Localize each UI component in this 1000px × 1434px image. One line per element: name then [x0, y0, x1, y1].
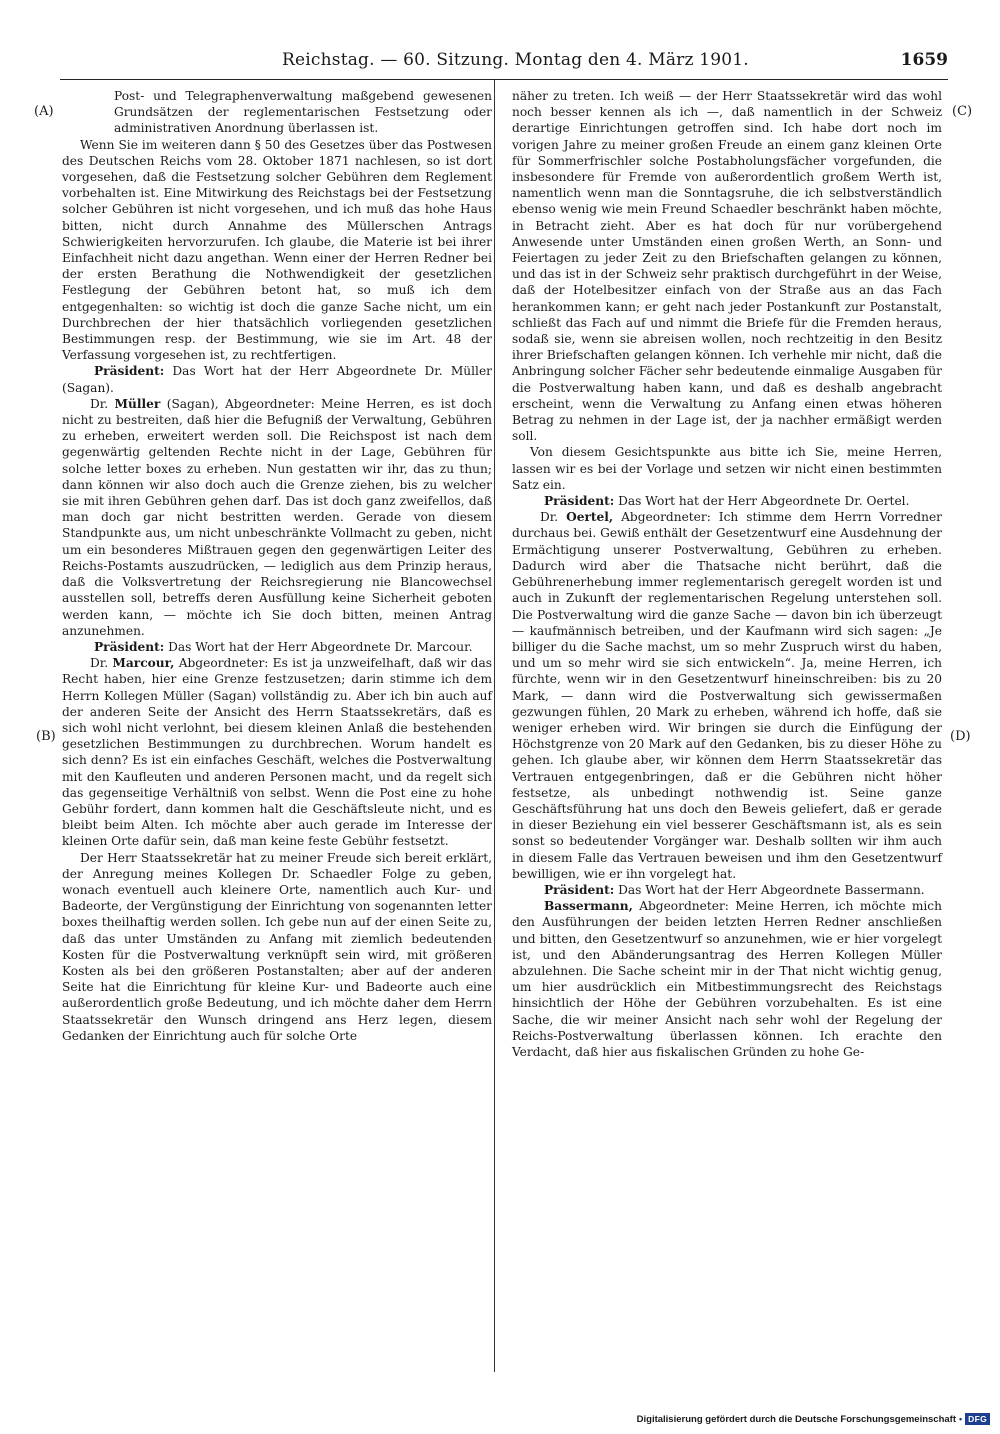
speech: [62, 396, 492, 639]
paragraph: Von diesem Gesichtspunkte aus bitte ich Sie, meine Herren, lassen wir es bei der Vorlage und setzen wir nicht einen bestimmten Satz ein.: [512, 445, 942, 492]
speaker-title: Dr.: [90, 396, 115, 411]
president-statement: [62, 363, 492, 395]
speech: [62, 655, 492, 849]
president-text: Das Wort hat der Herr Abgeordnete Dr. Oertel.: [614, 494, 910, 509]
president-text: Das Wort hat der Herr Abgeordnete Dr. Müller (Sagan).: [62, 364, 492, 395]
margin-marker-c: (C): [952, 104, 973, 119]
speaker-name: Oertel,: [566, 510, 614, 525]
page-header: [60, 46, 948, 76]
header-rule: [60, 79, 948, 80]
president-label: Präsident:: [544, 882, 615, 897]
speaker-name: Marcour,: [112, 656, 175, 671]
speech-text: (Sagan), Abgeordneter: Meine Herren, es ist doch nicht zu bestreiten, daß hier die Befugniß der Verwaltung, Gebühren zu erheben, erweitert werden soll. Die Reichspost ist nach dem gegenwärtig geltenden Rechte nicht in der Lage, Gebühren für solche letter boxes zu erheben. Nun gestatten wir ihr, das zu thun; dann können wir also doch auch die Grenze ziehen, bis zu welcher sie mit ihren Gebühren gehen darf. Das ist doch ganz zweifellos, daß man doch gar nicht bestritten werden. Gerade von diesem Standpunkte aus, um nicht unbeschränkte Vollmacht zu geben, nicht um ein besonderes Mißtrauen gegen den gegenwärtigen Leiter des Reichs-Postamts auszudrücken, — lediglich aus dem Prinzip heraus, daß die Volksvertretung der Reichsregierung nie Blancowechsel ausstellen soll, betreffs deren Ausfüllung keine Sicherheit geboten werden kann, — möchte ich Sie doch bitten, meinen Antrag anzunehmen.: [62, 396, 492, 638]
president-statement: [512, 493, 942, 509]
president-text: Das Wort hat der Herr Abgeordnete Bassermann.: [614, 882, 925, 897]
margin-marker-d: (D): [950, 729, 971, 744]
separator-dot: •: [959, 1414, 963, 1424]
president-label: Präsident:: [94, 639, 165, 654]
speech: [512, 898, 942, 1060]
credit-text: Digitalisierung gefördert durch die Deutsche Forschungsgemeinschaft: [636, 1413, 956, 1425]
speaker-title: Dr.: [540, 510, 567, 525]
running-head: Reichstag. — 60. Sitzung. Montag den 4. März 1901.: [282, 50, 749, 70]
speaker-name: Müller: [114, 396, 161, 411]
paragraph: Post- und Telegraphenverwaltung maßgebend gewesenen Grundsätzen der reglementarischen Festsetzung oder administrativen Anordnung überlassen ist.: [114, 89, 492, 136]
speaker-title: Dr.: [90, 656, 113, 671]
president-text: Das Wort hat der Herr Abgeordnete Dr. Marcour.: [164, 639, 473, 654]
president-statement: [512, 882, 942, 898]
column-divider: [494, 80, 495, 1372]
dfg-logo: DFG: [965, 1413, 990, 1425]
speech-text: Abgeordneter: Ich stimme dem Herrn Vorredner durchaus bei. Gewiß enthält der Gesetzentwurf eine Ausdehnung der Ermächtigung unserer Postverwaltung, Gebühren zu erheben. Dadurch wird aber die Thatsache nicht berührt, daß die Gebührenerhebung immer reglementarisch geregelt worden ist und auch in Zukunft der reglementarischen Regelung unterstehen soll. Die Postverwaltung wird die ganze Sache — davon bin ich überzeugt — kaufmännisch betreiben, und der Kaufmann wird sich sagen: „Je billiger du die Sache machst, um so mehr Zuspruch wirst du haben, und um so mehr wird sie sich entwickeln“. Ja, meine Herren, ich fürchte, wenn wir in den Gesetzentwurf hineinschreiben: bis zu 20 Mark, — dann wird die Postverwaltung sich gewissermaßen gezwungen fühlen, 20 Mark zu erheben, während ich hoffe, daß sie weniger erheben wird. Wir bringen sie durch die Einfügung der Höchstgrenze von 20 Mark auf den Gedanken, bis zu dieser Höhe zu gehen. Ich glaube aber, wir können dem Herrn Staatssekretär das Vertrauen entgegenbringen, daß er die Gebühren nicht höher festsetze, als unbedingt nothwendig ist. Seine ganze Geschäftsführung hat uns doch den Beweis geliefert, daß er gerade in dieser Beziehung ein viel besserer Geschäftsmann ist, als es sein sonst so bedeutender Vorgänger war. Deshalb sollten wir ihm auch in diesem Falle das Vertrauen beweisen und ihm den Gesetzentwurf bewilligen, wie er ihn vorgelegt hat.: [512, 510, 942, 881]
speech-text: Abgeordneter: Meine Herren, ich möchte mich den Ausführungen der beiden letzten Herren Redner anschließen und bitten, den Gesetzentwurf so anzunehmen, wie er hier vorgelegt ist, und den Abänderungsantrag des Herren Kollegen Müller abzulehnen. Die Sache scheint mir in der That nicht wichtig genug, um hier ausdrücklich ein Mitbestimmungsrecht des Reichstags hinsichtlich der Höhe der Gebühren vorzubehalten. Es ist eine Sache, die wir meiner Ansicht nach sehr wohl der Regelung der Reichs-Postverwaltung überlassen können. Ich erachte den Verdacht, daß hier aus fiskalischen Gründen zu hohe Ge-: [512, 899, 942, 1059]
president-statement: [62, 639, 492, 655]
speech-text: Abgeordneter: Es ist ja unzweifelhaft, daß wir das Recht haben, hier eine Grenze festzusetzen; darin stimme ich dem Herrn Kollegen Müller (Sagan) vollständig zu. Aber ich bin auch auf der anderen Seite der Ansicht des Herrn Staatssekretärs, daß es sich wohl nicht verlohnt, bei diesem kleinen Anlaß die bestehenden gesetzlichen Bestimmungen zu durchbrechen. Worum handelt es sich denn? Es ist ein einfaches Geschäft, welches die Postverwaltung mit den Kaufleuten und anderen Personen macht, und da regelt sich das gegenseitige Verhältniß von selbst. Wenn die Post eine zu hohe Gebühr fordert, dann kommen halt die Geschäftsleute nicht, und es bleibt beim Alten. Ich möchte aber auch gerade im Interesse der kleinen Orte dafür sein, daß man keine feste Gebühr festsetzt.: [62, 656, 492, 849]
margin-marker-b: (B): [36, 729, 56, 744]
paragraph: näher zu treten. Ich weiß — der Herr Staatssekretär wird das wohl noch besser kennen als ich —, daß namentlich in der Schweiz derartige Einrichtungen getroffen sind. Ich habe dort noch im vorigen Jahre zu meiner großen Freude an einem ganz kleinen Orte für Sommerfrischler solche Postabholungsfächer vorgefunden, die insbesondere für Fremde von außerordentlich großem Werth ist, namentlich wenn man die Sonntagsruhe, die ich selbstverständlich ebenso wenig wie mein Freund Schaedler beschränkt haben möchte, in Betracht zieht. Aber es hat doch für nur vorübergehend Anwesende unter Umständen einen großen Werth, an Sonn- und Feiertagen zu jeder Zeit zu den Briefschaften gelangen zu können, und das ist in der Schweiz sehr praktisch durchgeführt in der Weise, daß der Hotelbesitzer einfach von der Straße aus an das Fach herankommen kann; er geht nach jeder Postankunft zur Postanstalt, schließt das Fach auf und nimmt die Briefe für die Fremden heraus, sodaß sie, wenn sie abreisen wollen, noch rechtzeitig in den Besitz ihrer Briefschaften gelangen können. Ich verhehle mir nicht, daß die Anbringung solcher Fächer sehr bedeutende einmalige Ausgaben für die Postverwaltung haben kann, und daß es deshalb angebracht erscheint, wenn die Verwaltung zu Anfang einen etwas höheren Betrag zu nehmen in der Lage ist, der ja nachher ermäßigt werden soll.: [512, 89, 942, 444]
digitization-credit: [637, 1411, 990, 1427]
margin-marker-a: (A): [34, 104, 54, 119]
president-label: Präsident:: [544, 494, 615, 509]
speech: [512, 509, 942, 882]
right-column: [512, 88, 942, 1060]
speaker-name: Bassermann,: [544, 899, 633, 914]
paragraph: Der Herr Staatssekretär hat zu meiner Freude sich bereit erklärt, der Anregung meines Kollegen Dr. Schaedler Folge zu geben, wonach eventuell auch kleinere Orte, namentlich auch Kur- und Badeorte, der Vergünstigung der Einrichtung von sogenannten letter boxes theilhaftig werden sollen. Ich gebe nun auf der einen Seite zu, daß das unter Umständen zu Anfang mit ziemlich bedeutenden Kosten für die Postverwaltung verknüpft sein wird, mit größeren Kosten als bei den größeren Postanstalten; aber auf der anderen Seite hat die Einrichtung für kleine Kur- und Badeorte auch eine außerordentlich große Bedeutung, und ich möchte daher dem Herrn Staatssekretär den Wunsch dringend ans Herz legen, diesem Gedanken der Einrichtung auch für solche Orte: [62, 850, 492, 1043]
paragraph: Wenn Sie im weiteren dann § 50 des Gesetzes über das Postwesen des Deutschen Reichs vom 28. Oktober 1871 nachlesen, so ist dort vorgesehen, daß die Festsetzung solcher Gebühren dem Reglement vorbehalten ist. Eine Mitwirkung des Reichstags bei der Festsetzung solcher Gebühren ist nicht vorgesehen, und ich muß das hohe Haus bitten, nicht durch Annahme des Müllerschen Antrags Schwierigkeiten hervorzurufen. Ich glaube, die Materie ist bei ihrer Einfachheit nicht dazu angethan. Wenn einer der Herren Redner bei der ersten Berathung die Nothwendigkeit der gesetzlichen Festlegung der Gebühren betont hat, so muß ich dem entgegenhalten: so wichtig ist doch die ganze Sache nicht, um ein Durchbrechen der hier thatsächlich vorliegenden gesetzlichen Bestimmungen resp. der Bestimmung, wie sie im Art. 48 der Verfassung vorgesehen ist, zu rechtfertigen.: [62, 137, 492, 363]
left-column: [62, 88, 492, 1044]
page-number: 1659: [900, 50, 948, 70]
president-label: Präsident:: [94, 364, 165, 379]
